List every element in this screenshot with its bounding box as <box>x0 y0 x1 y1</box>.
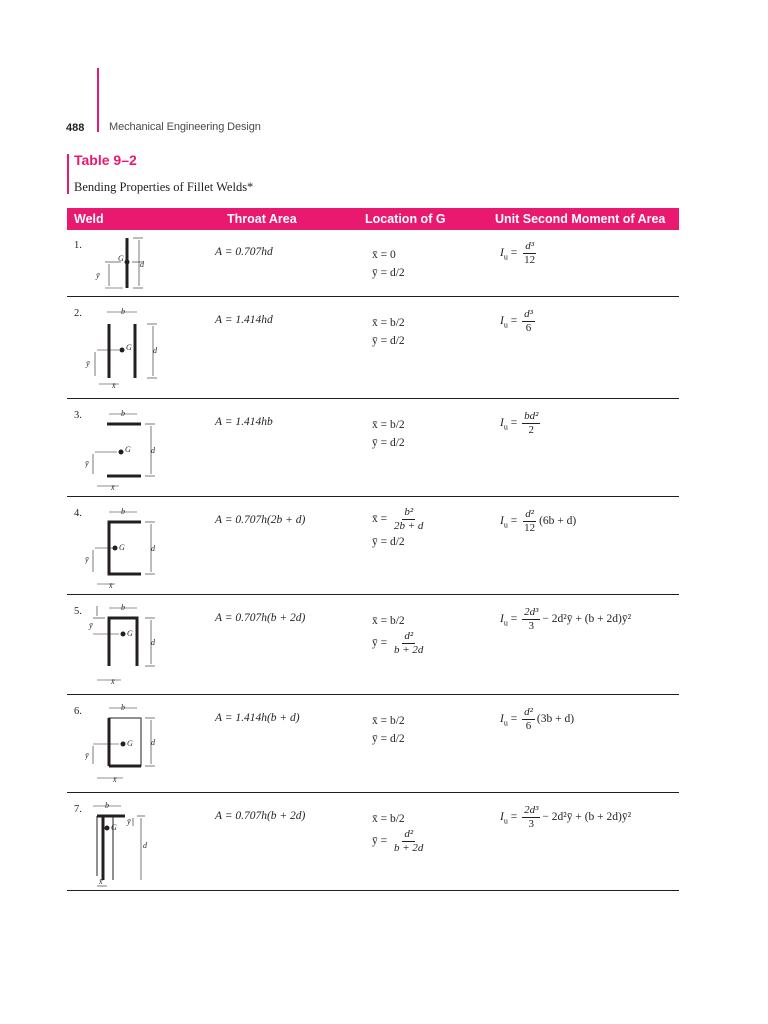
svg-text:x̄: x̄ <box>99 877 103 886</box>
weld-diagram-1 <box>85 234 175 294</box>
svg-text:d: d <box>151 638 155 647</box>
unit-second-moment: $I_u$ = $\frac{\text{d³}}{12}$ <box>500 240 536 266</box>
centroid-location: x̄ = b/2 ȳ = d/2 <box>372 715 405 745</box>
centroid-location: x̄ = b/2 ȳ = d/2 <box>372 419 405 449</box>
svg-text:G: G <box>126 343 132 352</box>
svg-text:d: d <box>153 346 157 355</box>
svg-text:ȳ: ȳ <box>86 359 90 368</box>
throat-area: A = 0.707hd <box>215 246 273 258</box>
row-number: 7. <box>74 804 82 815</box>
throat-area: A = 0.707h(b + 2d) <box>215 810 306 822</box>
row-divider <box>67 890 679 891</box>
row-divider <box>67 792 679 793</box>
table-row <box>67 698 679 792</box>
svg-text:b: b <box>105 801 109 810</box>
table-row <box>67 402 679 496</box>
table-row <box>67 796 679 890</box>
svg-text:ȳ: ȳ <box>85 751 89 760</box>
svg-text:G: G <box>118 254 124 263</box>
centroid-location: x̄ = b/2 ȳ = $\frac{\text{d²}}{b + 2d}$ <box>372 615 424 656</box>
row-divider <box>67 594 679 595</box>
svg-text:d: d <box>151 738 155 747</box>
svg-text:b: b <box>121 507 125 516</box>
svg-text:b: b <box>121 409 125 418</box>
svg-text:G: G <box>127 739 133 748</box>
throat-area: A = 1.414hd <box>215 314 273 326</box>
row-number: 5. <box>74 606 82 617</box>
column-header-throat-area: Throat Area <box>227 212 297 226</box>
unit-second-moment: $I_u$ = $\frac{\text{d²}}{6}$ (3b + d) <box>500 706 575 732</box>
svg-text:ȳ: ȳ <box>85 555 89 564</box>
row-number: 1. <box>74 240 82 251</box>
centroid-location: x̄ = $\frac{\text{b²}}{2b + d}$ ȳ = d/2 <box>372 506 424 548</box>
page-number: 488 <box>66 122 85 134</box>
svg-text:G: G <box>119 543 125 552</box>
svg-text:d: d <box>143 841 147 850</box>
throat-area: A = 0.707h(b + 2d) <box>215 612 306 624</box>
centroid-location: x̄ = b/2 ȳ = d/2 <box>372 317 405 347</box>
column-header-location: Location of G <box>365 212 446 226</box>
row-divider <box>67 296 679 297</box>
svg-text:G: G <box>111 823 117 832</box>
column-header-moment: Unit Second Moment of Area <box>495 212 666 226</box>
table-label: Table 9–2 <box>74 152 137 168</box>
weld-diagram-3 <box>85 404 175 494</box>
table-row <box>67 598 679 694</box>
row-divider <box>67 496 679 497</box>
book-title: Mechanical Engineering Design <box>109 121 261 133</box>
svg-text:x̄: x̄ <box>111 483 115 492</box>
unit-second-moment: $I_u$ = $\frac{\text{2d³}}{3}$ − 2d²ȳ + (b + 2d)ȳ² <box>500 804 632 830</box>
throat-area: A = 1.414hb <box>215 416 273 428</box>
svg-text:x̄: x̄ <box>112 381 116 390</box>
throat-area: A = 0.707h(2b + d) <box>215 514 306 526</box>
weld-diagram-7 <box>85 798 175 890</box>
svg-text:ȳ: ȳ <box>85 459 89 468</box>
svg-text:G: G <box>127 629 133 638</box>
svg-text:G: G <box>125 445 131 454</box>
weld-diagram-4 <box>85 502 175 592</box>
table-marker-bar <box>67 154 69 194</box>
unit-second-moment: $I_u$ = $\frac{\text{bd²}}{2}$ <box>500 410 539 436</box>
svg-text:ȳ: ȳ <box>127 817 131 826</box>
svg-text:ȳ: ȳ <box>89 621 93 630</box>
centroid-location: x̄ = 0 ȳ = d/2 <box>372 249 405 279</box>
svg-text:b: b <box>121 307 125 316</box>
row-number: 2. <box>74 308 82 319</box>
centroid-location: x̄ = b/2 ȳ = $\frac{\text{d²}}{b + 2d}$ <box>372 813 424 854</box>
weld-diagram-2 <box>85 302 175 397</box>
weld-diagram-5 <box>85 600 175 692</box>
svg-text:x̄: x̄ <box>109 581 113 590</box>
row-divider <box>67 694 679 695</box>
svg-text:d: d <box>151 544 155 553</box>
svg-text:b: b <box>121 703 125 712</box>
unit-second-moment: $I_u$ = $\frac{\text{d³}}{6}$ <box>500 308 533 334</box>
svg-text:d: d <box>140 260 144 269</box>
table-row <box>67 232 679 296</box>
svg-text:b: b <box>121 603 125 612</box>
row-number: 6. <box>74 706 82 717</box>
svg-text:x̄: x̄ <box>113 775 117 784</box>
svg-text:ȳ: ȳ <box>96 271 100 280</box>
unit-second-moment: $I_u$ = $\frac{\text{2d³}}{3}$ − 2d²ȳ + (b + 2d)ȳ² <box>500 606 632 632</box>
throat-area: A = 1.414h(b + d) <box>215 712 300 724</box>
table-row <box>67 500 679 594</box>
unit-second-moment: $I_u$ = $\frac{\text{d²}}{12}$ (6b + d) <box>500 508 577 534</box>
row-number: 4. <box>74 508 82 519</box>
svg-text:x̄: x̄ <box>111 677 115 686</box>
table-caption: Bending Properties of Fillet Welds* <box>74 180 254 194</box>
table-header <box>67 208 679 230</box>
table-row <box>67 300 679 398</box>
row-number: 3. <box>74 410 82 421</box>
row-divider <box>67 398 679 399</box>
weld-diagram-6 <box>85 700 175 790</box>
column-header-weld: Weld <box>74 212 104 226</box>
margin-rule <box>97 68 99 132</box>
svg-text:d: d <box>151 446 155 455</box>
